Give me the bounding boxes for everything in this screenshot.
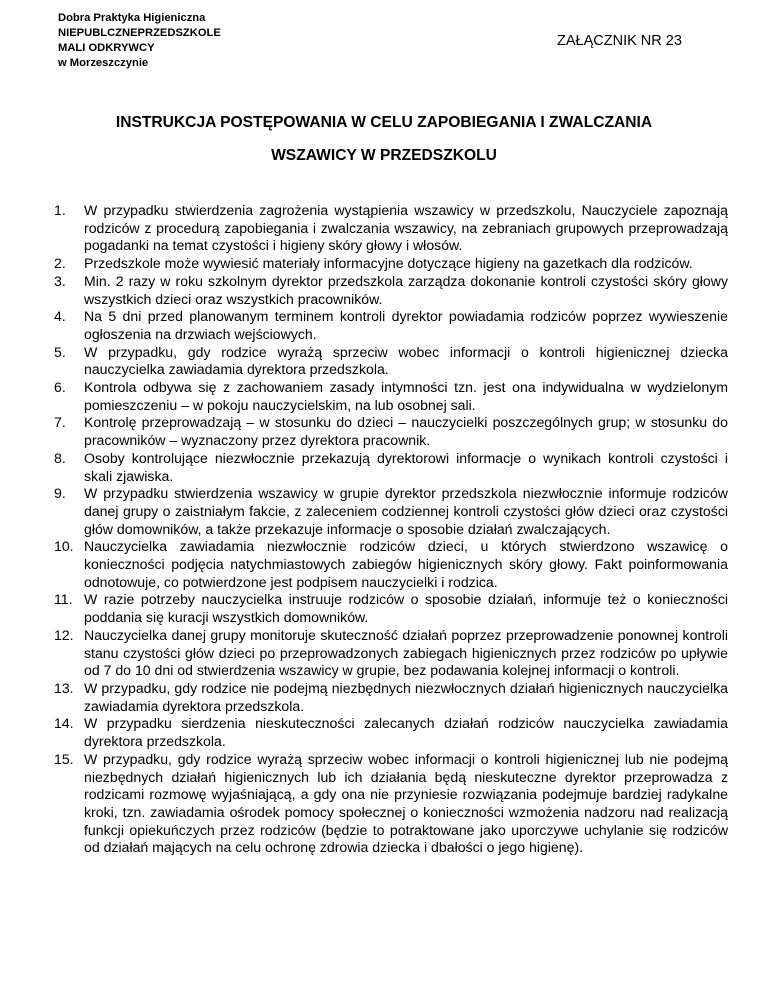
item-number: 11. bbox=[54, 591, 73, 608]
list-item bbox=[54, 414, 728, 449]
item-number: 8. bbox=[54, 449, 66, 466]
list-item bbox=[54, 679, 728, 715]
item-number: 4. bbox=[54, 308, 66, 325]
item-number: 15. bbox=[54, 750, 74, 767]
item-text: W przypadku, gdy rodzice nie podejmą niezbędnych niezwłocznych działań higienicznych nauczycielka zawiadamia dyrektora przedszkola. bbox=[84, 679, 728, 714]
list-item bbox=[54, 449, 728, 485]
list-item bbox=[54, 626, 728, 680]
item-text: Przedszkole może wywiesić materiały informacyjne dotyczące higieny na gazetkach dla rodziców. bbox=[84, 255, 693, 272]
list-item bbox=[54, 343, 728, 379]
header-line-institution: NIEPUBLCZNEPRZEDSZKOLE bbox=[58, 27, 221, 39]
item-text: W przypadku stwierdzenia zagrożenia wystąpienia wszawicy w przedszkolu, Nauczyciele zapoznają rodziców z procedurą zapobiegania i zwalczania wszawicy, na zebraniach grupowych przeprowadzają pogadanki na temat czystości i higieny skóry głowy i włosów. bbox=[84, 202, 728, 254]
list-item bbox=[54, 715, 728, 750]
document-title-line-1: INSTRUKCJA POSTĘPOWANIA W CELU ZAPOBIEGANIA I ZWALCZANIA bbox=[115, 114, 653, 131]
list-item bbox=[54, 485, 728, 538]
item-number: 5. bbox=[54, 343, 66, 360]
item-text: W przypadku stwierdzenia wszawicy w grupie dyrektor przedszkola niezwłocznie informuje rodziców danej grupy o zaistniałym fakcie, z zaleceniem codziennej kontroli czystości głów dzieci oraz czystości głów domowników, a także przekazuje informacje o sposobie działań zwalczających. bbox=[84, 485, 728, 537]
list-item bbox=[54, 202, 728, 255]
item-text: W razie potrzeby nauczycielka instruuje rodziców o sposobie działań, informuje też o konieczności poddania się kuracji wszystkich domowników. bbox=[84, 591, 728, 626]
item-number: 12. bbox=[54, 626, 74, 643]
list-item bbox=[54, 272, 728, 308]
item-text: Nauczycielka zawiadamia niezwłocznie rodziców dzieci, u których stwierdzono wszawicę o konieczności podjęcia natychmiastowych zabiegów higienicznych skóry głowy. Fakt poinformowania odnotowuje, co potwierdzone jest podpisem nauczycielki i rodzica. bbox=[84, 538, 728, 590]
header-line-location: w Morzeszczynie bbox=[58, 57, 149, 69]
header-line-name: MALI ODKRYWCY bbox=[58, 42, 155, 54]
header-line-program: Dobra Praktyka Higieniczna bbox=[58, 12, 206, 24]
list-item bbox=[54, 591, 728, 626]
item-number: 10. bbox=[54, 538, 74, 555]
item-text: Osoby kontrolujące niezwłocznie przekazują dyrektorowi informacje o wynikach kontroli czystości i skali zjawiska. bbox=[84, 449, 728, 484]
item-text: Min. 2 razy w roku szkolnym dyrektor przedszkola zarządza dokonanie kontroli czystości skóry głowy wszystkich dzieci oraz wszystkich pracowników. bbox=[84, 272, 728, 307]
item-number: 13. bbox=[54, 679, 74, 696]
item-number: 1. bbox=[54, 202, 66, 218]
item-text: Kontrola odbywa się z zachowaniem zasady intymności tzn. jest ona indywidualna w wydzielonym pomieszczeniu – w pokoju nauczycielskim, na lub osobnej sali. bbox=[84, 379, 728, 413]
item-number: 2. bbox=[54, 255, 66, 272]
institution-header bbox=[58, 11, 221, 71]
item-number: 6. bbox=[54, 379, 66, 396]
list-item bbox=[54, 308, 728, 343]
annex-number: ZAŁĄCZNIK NR 23 bbox=[557, 33, 682, 49]
item-number: 3. bbox=[54, 272, 66, 289]
item-text: Na 5 dni przed planowanym terminem kontroli dyrektor powiadamia rodziców poprzez wywieszenie ogłoszenia na drzwiach wejściowych. bbox=[84, 308, 728, 342]
item-text: Kontrolę przeprowadzają – w stosunku do dzieci – nauczycielki poszczególnych grup; w stosunku do pracowników – wyznaczony przez dyrektora pracownik. bbox=[84, 414, 728, 449]
item-text: W przypadku, gdy rodzice wyrażą sprzeciw wobec informacji o kontroli higienicznej lub nie podejmą niezbędnych działań higienicznych lub ich działania będą nieskuteczne dyrektor przeprowadza z rodzicami rozmowę wyjaśniającą, a gdy ona nie przyniesie rozwiązania podejmuje bardziej radykalne kroki, tzn. zawiadamia ośrodek pomocy społecznej o konieczności wzmożenia nadzoru nad realizacją funkcji opiekuńczych przez rodziców (będzie to potraktowane jako uporczywe uchylanie się rodziców od działań mających na celu ochronę zdrowia dziecka i dbałości o jego higienę). bbox=[84, 750, 728, 856]
document-title-line-2: WSZAWICY W PRZEDSZKOLU bbox=[271, 147, 497, 164]
item-number: 7. bbox=[54, 414, 66, 431]
item-text: Nauczycielka danej grupy monitoruje skuteczność działań poprzez przeprowadzenie ponownej kontroli stanu czystości głów dzieci po przeprowadzonych zabiegach higienicznych przez rodziców po upływie od 7 do 10 dni od stwierdzenia wszawicy w grupie, bez podawania kolejnej informacji o kontroli. bbox=[84, 626, 728, 679]
list-item bbox=[54, 538, 728, 591]
item-text: W przypadku sierdzenia nieskuteczności zalecanych działań rodziców nauczycielka zawiadamia dyrektora przedszkola. bbox=[84, 715, 728, 750]
list-item bbox=[54, 255, 728, 273]
item-number: 9. bbox=[54, 485, 66, 502]
item-number: 14. bbox=[54, 715, 74, 732]
item-text: W przypadku, gdy rodzice wyrażą sprzeciw wobec informacji o kontroli higienicznej dziecka nauczycielka zawiadamia dyrektora przedszkola. bbox=[84, 343, 728, 378]
list-item bbox=[54, 379, 728, 414]
procedure-list bbox=[54, 202, 728, 857]
list-item bbox=[54, 750, 728, 857]
